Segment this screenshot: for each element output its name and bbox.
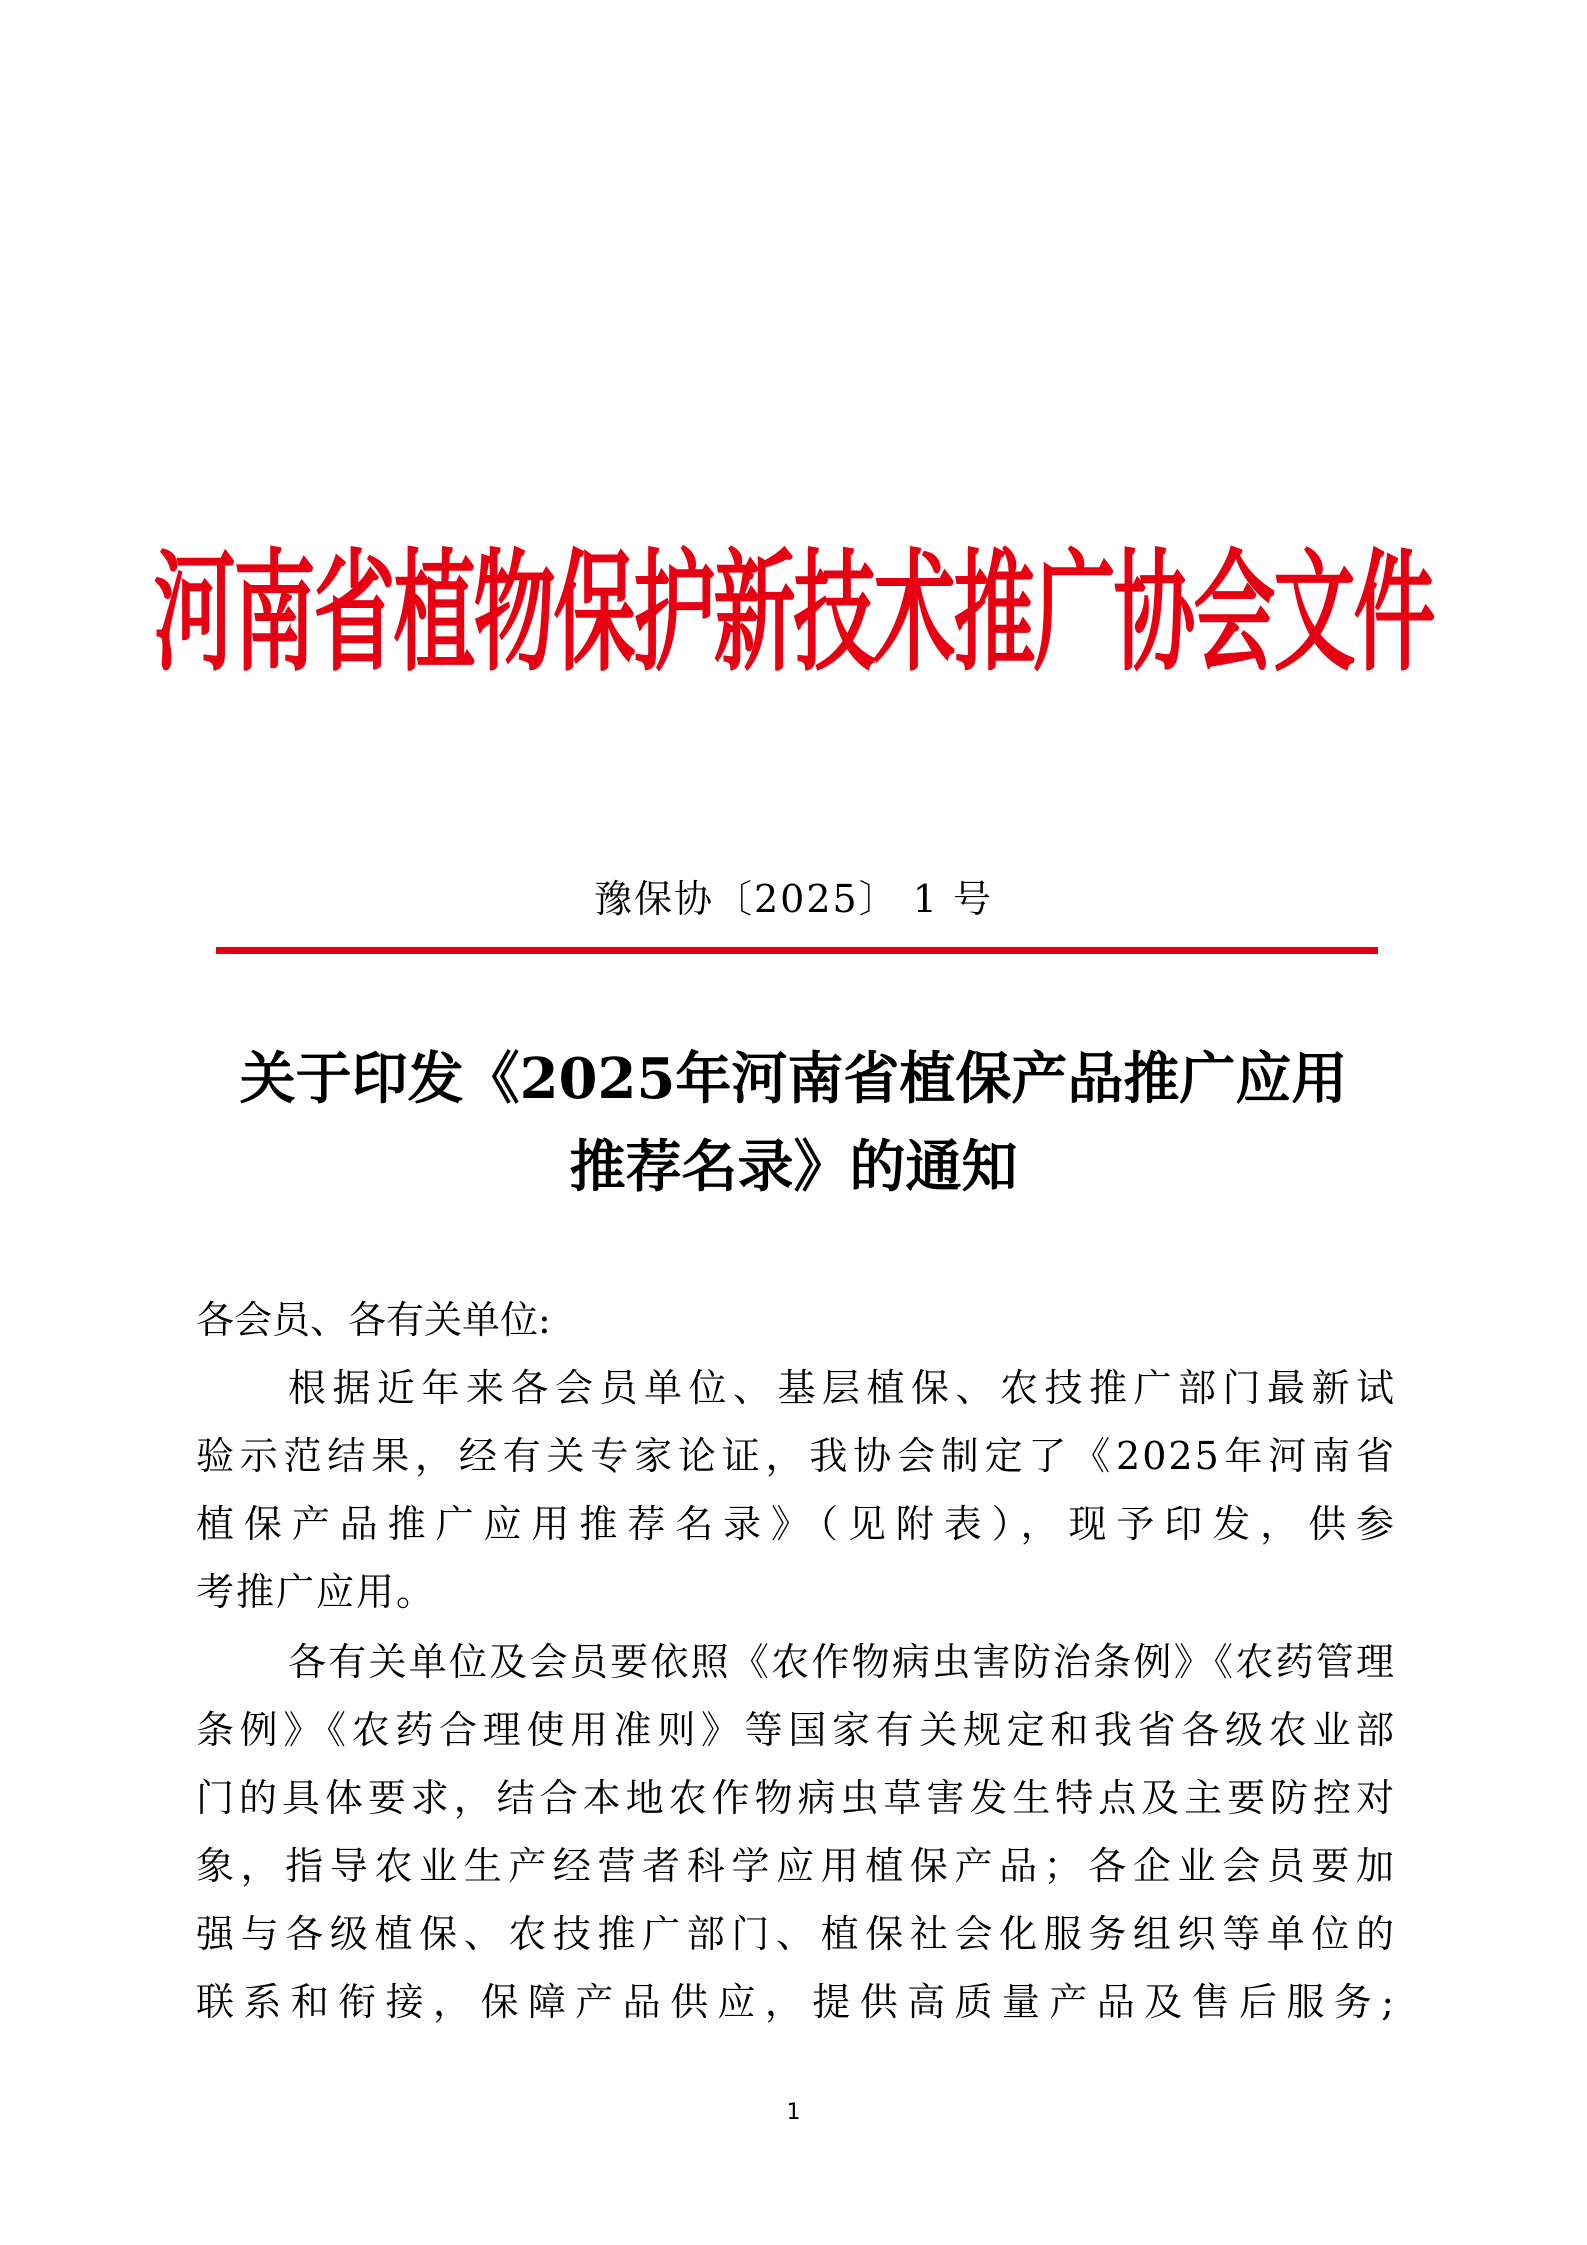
- paragraph-line: 门的具体要求，结合本地农作物病虫草害发生特点及主要防控对: [196, 1776, 1396, 1820]
- body-paragraph-2: [196, 1628, 1396, 2036]
- paragraph-line: 根据近年来各会员单位、基层植保、农技推广部门最新试: [288, 1366, 1396, 1410]
- org-header-title: 河南省植物保护新技术推广协会文件: [153, 538, 1434, 691]
- paragraph-line: 象，指导农业生产经营者科学应用植保产品；各企业会员要加: [196, 1844, 1396, 1888]
- paragraph-line: 植保产品推广应用推荐名录》（见附表），现予印发，供参: [196, 1502, 1396, 1546]
- paragraph-line: 强与各级植保、农技推广部门、植保社会化服务组织等单位的: [196, 1912, 1396, 1956]
- document-number: 豫保协〔2025〕 1 号: [593, 877, 994, 921]
- page-number: 1: [786, 2100, 801, 2125]
- document-title-line: 推荐名录》的通知: [569, 1134, 1018, 1200]
- document-title-line: 关于印发《2025年河南省植保产品推广应用: [239, 1046, 1348, 1112]
- document-title: [150, 1035, 1437, 1211]
- salutation: 各会员、各有关单位:: [196, 1298, 551, 1342]
- red-divider-line: [216, 947, 1378, 954]
- paragraph-line: 各有关单位及会员要依照《农作物病虫害防治条例》《农药管理: [288, 1640, 1396, 1684]
- org-header: [150, 500, 1437, 730]
- paragraph-line: 联系和衔接，保障产品供应，提供高质量产品及售后服务;: [196, 1980, 1396, 2024]
- paragraph-line: 考推广应用。: [196, 1570, 437, 1614]
- body-paragraph-1: [196, 1354, 1396, 1626]
- paragraph-line: 验示范结果，经有关专家论证，我协会制定了《2025年河南省: [196, 1434, 1396, 1478]
- paragraph-line: 条例》《农药合理使用准则》等国家有关规定和我省各级农业部: [196, 1708, 1396, 1752]
